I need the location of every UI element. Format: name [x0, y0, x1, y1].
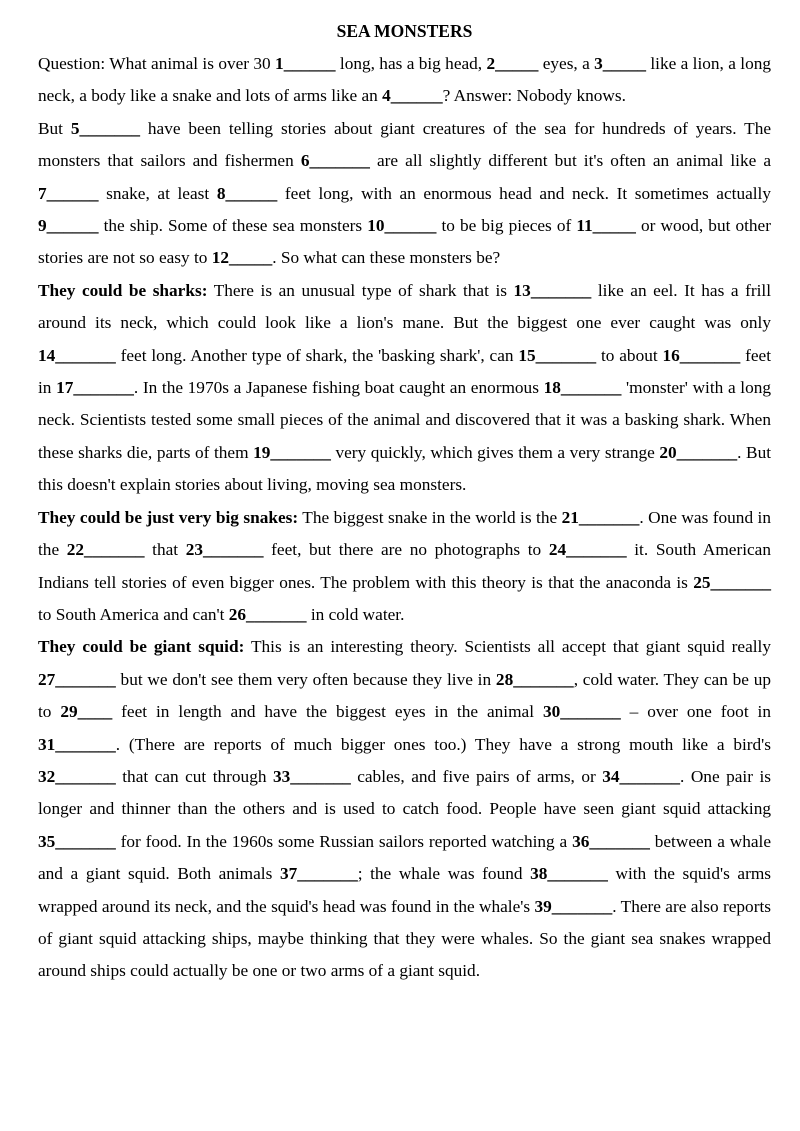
blank-30: 30_______: [542, 702, 621, 722]
text-run: feet long. Another type of shark, the 'basking shark', can: [115, 345, 519, 365]
text-run: snake, at least: [98, 183, 217, 203]
text-run: in cold water.: [306, 604, 405, 624]
text-run: feet in: [38, 345, 772, 398]
text-run: it. South American Indians tell stories of even bigger ones. The problem with this theory is that the anaconda is: [38, 540, 771, 592]
text-run: feet long, with an enormous head and neck. It sometimes actually: [277, 183, 772, 203]
section-heading: They could be sharks:: [38, 280, 208, 300]
blank-2: 2_____: [486, 54, 539, 73]
text-run: This is an interesting theory. Scientists all accept that giant squid really: [244, 637, 771, 657]
text-run: between a whale and a giant squid. Both animals: [38, 831, 772, 884]
blank-28: 28_______: [495, 669, 574, 689]
text-run: very quickly, which gives them a very strange: [330, 442, 660, 462]
squid-paragraph: [38, 631, 771, 987]
blank-25: 25_______: [693, 572, 771, 592]
text-run: feet in length and have the biggest eyes in the animal: [112, 702, 543, 722]
text-run: , cold water. They can be up to: [38, 669, 771, 722]
blank-8: 8______: [216, 183, 278, 203]
blank-31: 31_______: [38, 734, 116, 754]
blank-4: 4______: [382, 86, 443, 106]
text-run: that can cut through: [115, 766, 273, 786]
blank-22: 22_______: [66, 540, 145, 560]
text-run: ? Answer: Nobody knows.: [442, 86, 626, 106]
text-run: like a lion, a long neck, a body like a snake and lots of arms like an: [38, 54, 771, 106]
blank-32: 32_______: [38, 766, 116, 786]
intro-paragraph: [38, 113, 771, 275]
text-run: cables, and five pairs of arms, or: [350, 766, 603, 786]
blank-15: 15_______: [518, 345, 597, 365]
blank-19: 19_______: [253, 442, 331, 462]
blank-20: 20_______: [659, 442, 738, 462]
page-title: SEA MONSTERS: [336, 21, 473, 41]
text-run: for food. In the 1960s some Russian sailors reported watching a: [115, 831, 573, 851]
blank-29: 29____: [60, 702, 113, 722]
blank-33: 33_______: [272, 766, 351, 786]
blank-39: 39_______: [534, 896, 613, 916]
blank-11: 11_____: [576, 216, 636, 236]
text-run: the ship. Some of these sea monsters: [98, 216, 368, 236]
blank-12: 12_____: [211, 248, 273, 268]
sharks-paragraph: [38, 275, 771, 502]
blank-27: 27_______: [38, 669, 116, 689]
text-run: . (There are reports of much bigger ones too.) They have a strong mouth like a bird's: [115, 734, 771, 754]
blank-6: 6_______: [300, 151, 370, 171]
text-run: Question: What animal is over 30: [38, 54, 276, 73]
text-run: to South America and can't: [38, 604, 229, 624]
text-run: to about: [596, 345, 663, 365]
text-run: The biggest snake in the world is the: [298, 507, 562, 527]
text-run: . So what can these monsters be?: [272, 248, 501, 268]
section-heading: They could be giant squid:: [38, 637, 245, 657]
text-run: to be big pieces of: [436, 216, 577, 236]
text-run: like an eel. It has a frill around its neck, which could look like a lion's mane. But the biggest one ever caught was only: [38, 280, 771, 333]
blank-10: 10______: [367, 216, 437, 236]
blank-16: 16_______: [662, 345, 741, 365]
text-run: long, has a big head,: [335, 54, 487, 73]
blank-14: 14_______: [38, 345, 116, 365]
question-paragraph: [38, 48, 771, 113]
blank-21: 21_______: [561, 507, 640, 527]
blank-3: 3_____: [594, 54, 646, 73]
text-run: There is an unusual type of shark that is: [207, 280, 514, 300]
snakes-paragraph: [38, 502, 771, 632]
blank-17: 17_______: [56, 378, 134, 398]
blank-23: 23_______: [185, 540, 264, 560]
text-run: . One pair is longer and thinner than the others and is used to catch food. People have seen giant squid attacking: [38, 766, 771, 819]
text-run: are all slightly different but it's often an animal like a: [369, 151, 771, 171]
text-run: . There are also reports of giant squid attacking ships, maybe thinking that they were whales. So the giant sea snakes wrapped around ships could actually be one or two arms of a giant squid.: [38, 896, 771, 981]
text-run: but we don't see them very often because they live in: [115, 669, 496, 689]
blank-9: 9______: [38, 216, 99, 236]
text-run: or wood, but other stories are not so easy to: [38, 216, 771, 268]
blank-7: 7______: [38, 183, 99, 203]
blank-37: 37_______: [279, 864, 358, 884]
text-run: eyes, a: [538, 54, 595, 73]
text-run: – over one foot in: [620, 702, 771, 722]
text-run: . But this doesn't explain stories about living, moving sea monsters.: [38, 442, 772, 495]
blank-36: 36_______: [572, 831, 650, 851]
text-run: But: [38, 118, 71, 138]
blank-13: 13_______: [513, 280, 592, 300]
text-run: have been telling stories about giant creatures of the sea for hundreds of years. The monsters that sailors and fishermen: [38, 118, 772, 171]
text-run: feet, but there are no photographs to: [263, 540, 549, 560]
text-run: . In the 1970s a Japanese fishing boat caught an enormous: [133, 378, 544, 398]
document-body: [38, 48, 771, 988]
text-run: 'monster' with a long neck. Scientists tested some small pieces of the animal and discovered that it was a basking shark. When these sharks die, parts of them: [38, 378, 772, 462]
text-run: . One was found in the: [38, 507, 771, 560]
section-heading: They could be just very big snakes:: [38, 507, 299, 527]
blank-18: 18_______: [543, 378, 622, 398]
blank-26: 26_______: [228, 604, 307, 624]
text-run: ; the whale was found: [357, 864, 531, 884]
blank-38: 38_______: [530, 864, 608, 884]
blank-1: 1______: [275, 54, 336, 73]
text-run: that: [144, 540, 186, 560]
blank-24: 24_______: [548, 540, 627, 560]
blank-34: 34_______: [602, 766, 681, 786]
text-run: with the squid's arms wrapped around its neck, and the squid's head was found in the whale's: [38, 864, 771, 916]
blank-35: 35_______: [38, 831, 116, 851]
blank-5: 5_______: [70, 118, 140, 138]
